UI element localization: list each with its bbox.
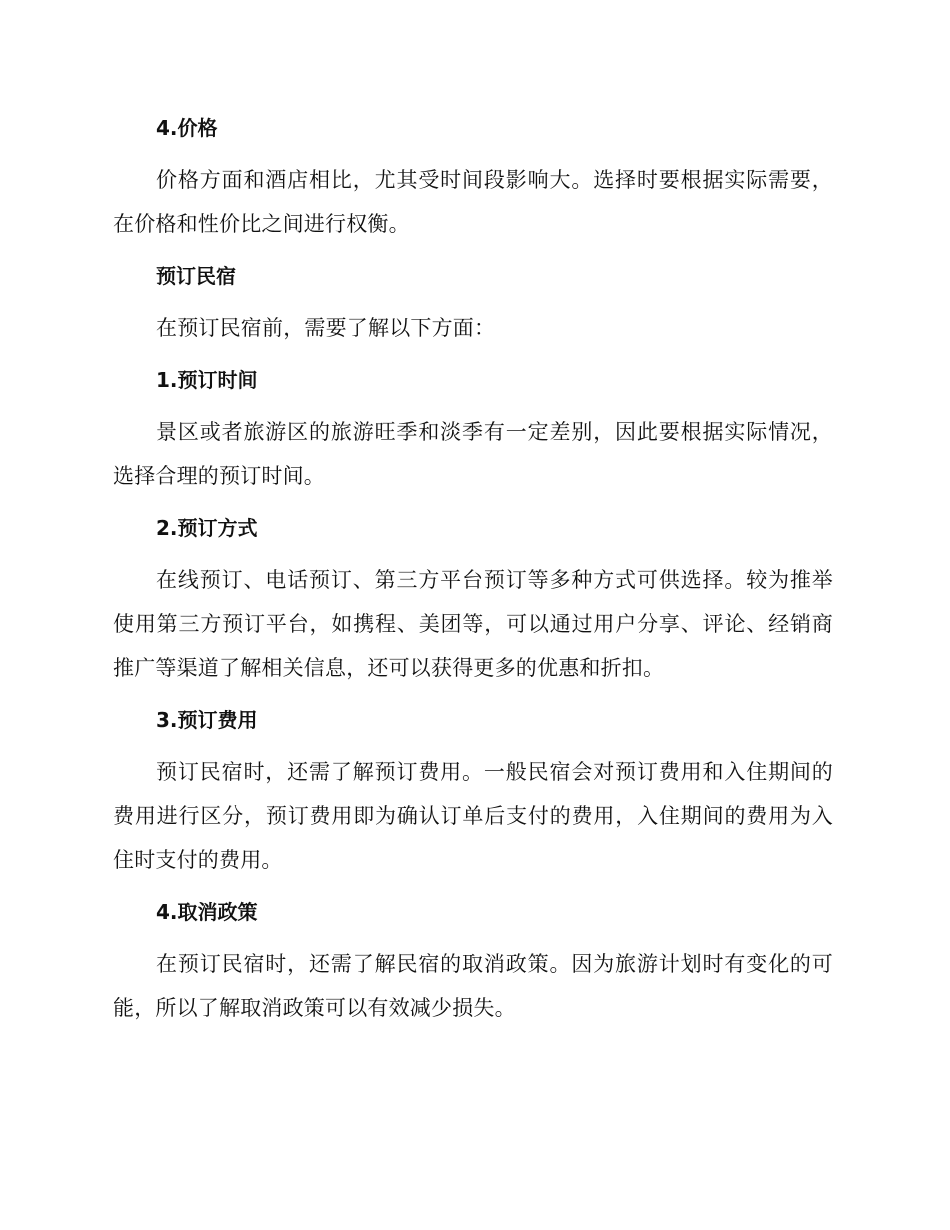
section-heading-booking: 预订民宿: [156, 264, 236, 288]
section-heading-price: 4.价格: [156, 116, 218, 140]
paragraph-booking-intro: 在预订民宿前，需要了解以下方面：: [156, 316, 496, 340]
paragraph-cancel-policy: 在预订民宿时，还需了解民宿的取消政策。因为旅游计划时有变化的可能，所以了解取消政策可以有效减少损失。: [113, 952, 833, 1020]
document-body: [113, 106, 833, 1030]
paragraph-booking-method: 在线预订、电话预订、第三方平台预订等多种方式可供选择。较为推举使用第三方预订平台，如携程、美团等，可以通过用户分享、评论、经销商推广等渠道了解相关信息，还可以获得更多的优惠和折扣。: [113, 568, 833, 680]
section-heading-booking-time: 1.预订时间: [156, 368, 258, 392]
paragraph-price: 价格方面和酒店相比，尤其受时间段影响大。选择时要根据实际需要，在价格和性价比之间进行权衡。: [113, 168, 833, 236]
section-heading-booking-method: 2.预订方式: [156, 516, 258, 540]
paragraph-booking-time: 景区或者旅游区的旅游旺季和淡季有一定差别，因此要根据实际情况，选择合理的预订时间。: [113, 420, 833, 488]
section-heading-cancel-policy: 4.取消政策: [156, 900, 258, 924]
section-heading-booking-cost: 3.预订费用: [156, 708, 258, 732]
paragraph-booking-cost: 预订民宿时，还需了解预订费用。一般民宿会对预订费用和入住期间的费用进行区分，预订费用即为确认订单后支付的费用，入住期间的费用为入住时支付的费用。: [113, 760, 833, 872]
